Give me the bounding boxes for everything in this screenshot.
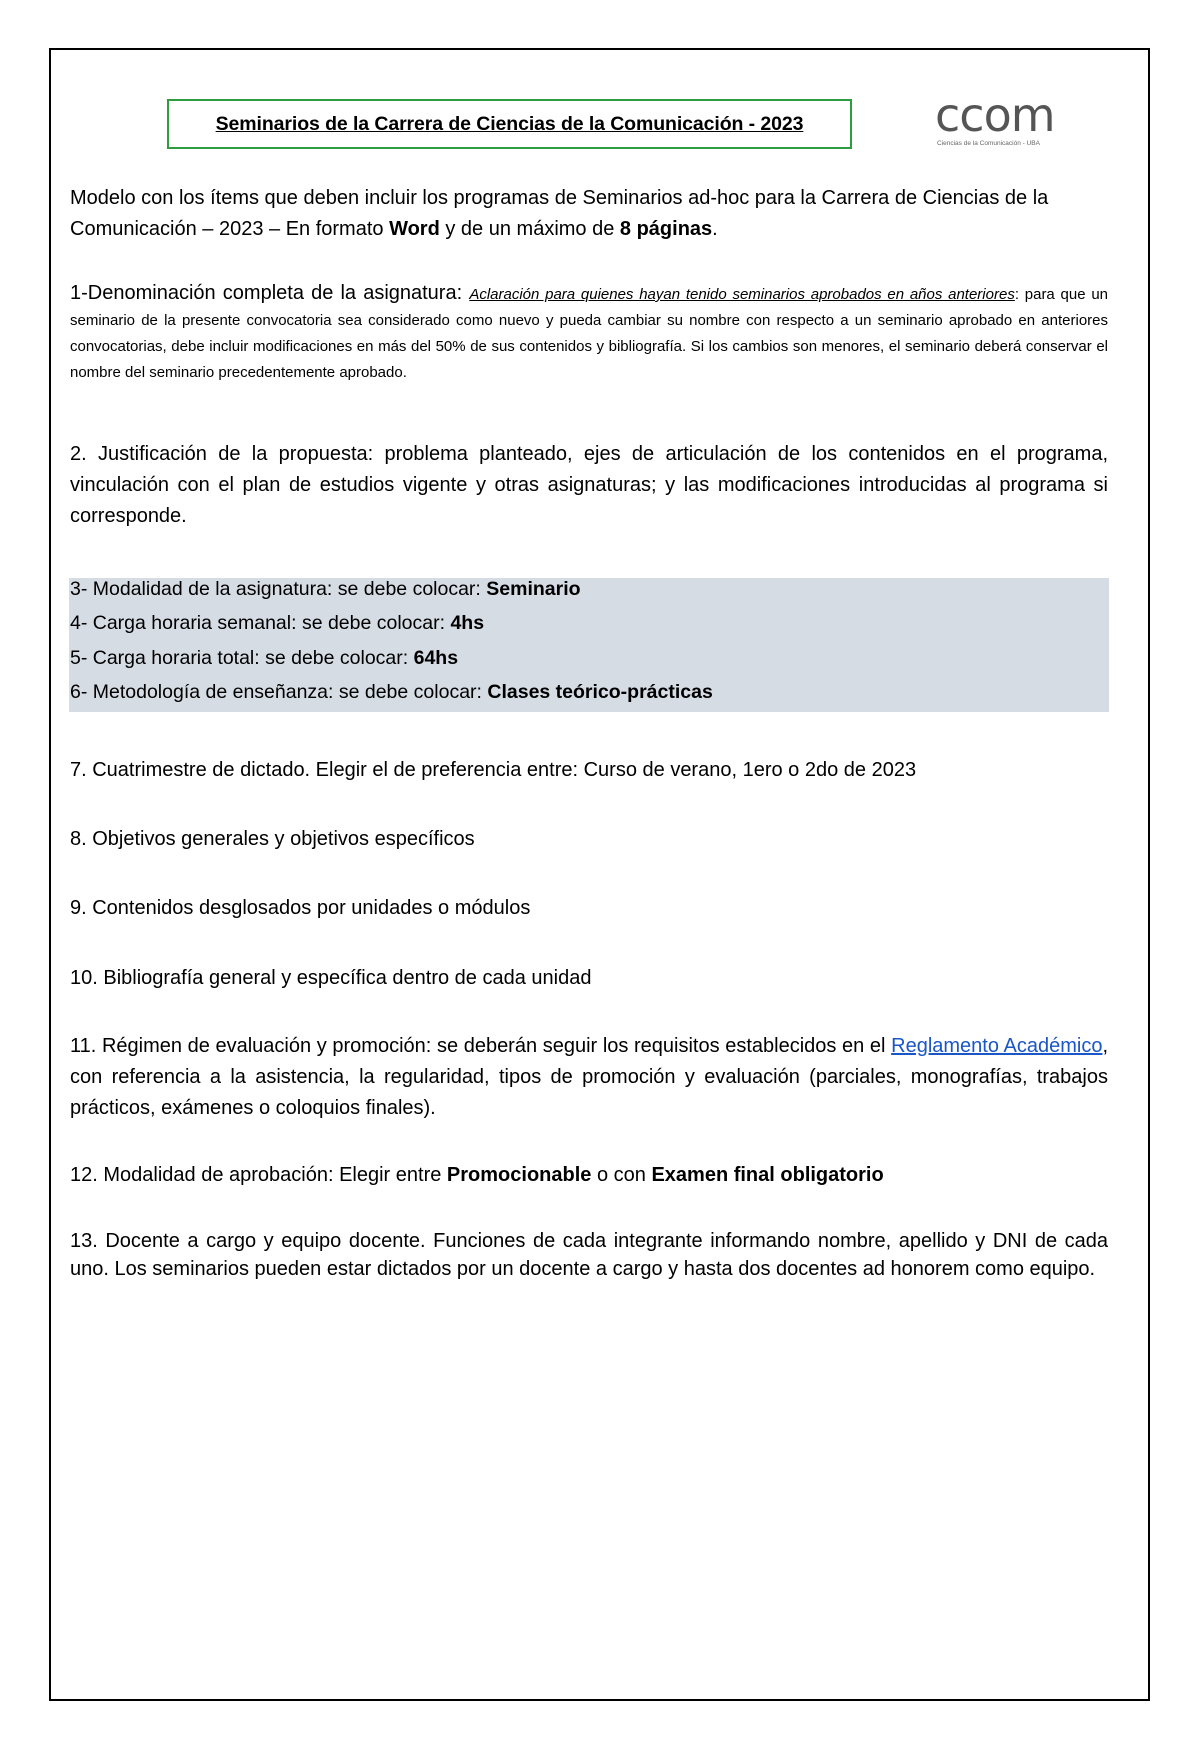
title-box bbox=[167, 99, 852, 149]
item-12: 12. Modalidad de aprobación: Elegir entre Promocionable o con Examen final obligatorio bbox=[70, 1164, 884, 1186]
item-4: 4- Carga horaria semanal: se debe colocar: 4hs bbox=[70, 612, 485, 634]
reglamento-link[interactable]: Reglamento Académico bbox=[891, 1035, 1103, 1057]
item-1-text: : para que un seminario de la presente convocatoria sea considerado como nuevo y pueda cambiar su nombre con respecto a un seminario aprobado en anteriores convocatorias, debe incluir modificaciones en más del 50% de sus contenidos y bibliografía. Si los cambios son menores, el seminario deberá conservar el nombre del seminario precedentemente aprobado. bbox=[70, 286, 1109, 381]
ccom-logo bbox=[935, 88, 1070, 152]
item-10: 10. Bibliografía general y específica dentro de cada unidad bbox=[70, 967, 592, 989]
logo-subtitle: Ciencias de la Comunicación - UBA bbox=[937, 140, 1040, 147]
item-5: 5- Carga horaria total: se debe colocar: 64hs bbox=[70, 647, 459, 669]
item-2: 2. Justificación de la propuesta: problema planteado, ejes de articulación de los contenidos en el programa, vinculación con el plan de estudios vigente y otras asignaturas; y las modificaciones introducidas al programa si corresponde. bbox=[70, 443, 1108, 527]
intro-paragraph: Modelo con los ítems que deben incluir los programas de Seminarios ad-hoc para la Carrera de Ciencias de la Comunicación – 2023 – En formato Word y de un máximo de 8 páginas. bbox=[70, 187, 1049, 240]
page-title: Seminarios de la Carrera de Ciencias de la Comunicación - 2023 bbox=[215, 112, 804, 135]
item-1 bbox=[70, 281, 1108, 385]
item-8: 8. Objetivos generales y objetivos específicos bbox=[70, 828, 475, 850]
item-3: 3- Modalidad de la asignatura: se debe colocar: Seminario bbox=[70, 578, 581, 600]
item-1-label: 1-Denominación completa de la asignatura: bbox=[70, 282, 470, 304]
item-1-clarification: Aclaración para quienes hayan tenido seminarios aprobados en años anteriores bbox=[469, 286, 1015, 303]
shaded-fields-box bbox=[69, 578, 1109, 712]
item-13: 13. Docente a cargo y equipo docente. Funciones de cada integrante informando nombre, apellido y DNI de cada uno. Los seminarios pueden estar dictados por un docente a cargo y hasta dos docentes ad honorem como equipo. bbox=[70, 1230, 1108, 1280]
item-6: 6- Metodología de enseñanza: se debe colocar: Clases teórico-prácticas bbox=[70, 681, 713, 703]
item-11: 11. Régimen de evaluación y promoción: se deberán seguir los requisitos establecidos en el Reglamento Académico, con referencia a la asistencia, la regularidad, tipos de promoción y evaluación (parciales, monografías, trabajos prácticos, exámenes o coloquios finales). bbox=[70, 1035, 1109, 1119]
item-7: 7. Cuatrimestre de dictado. Elegir el de preferencia entre: Curso de verano, 1ero o 2do de 2023 bbox=[70, 759, 917, 781]
logo-word: ccom bbox=[935, 88, 1055, 142]
item-9: 9. Contenidos desglosados por unidades o módulos bbox=[70, 897, 531, 919]
